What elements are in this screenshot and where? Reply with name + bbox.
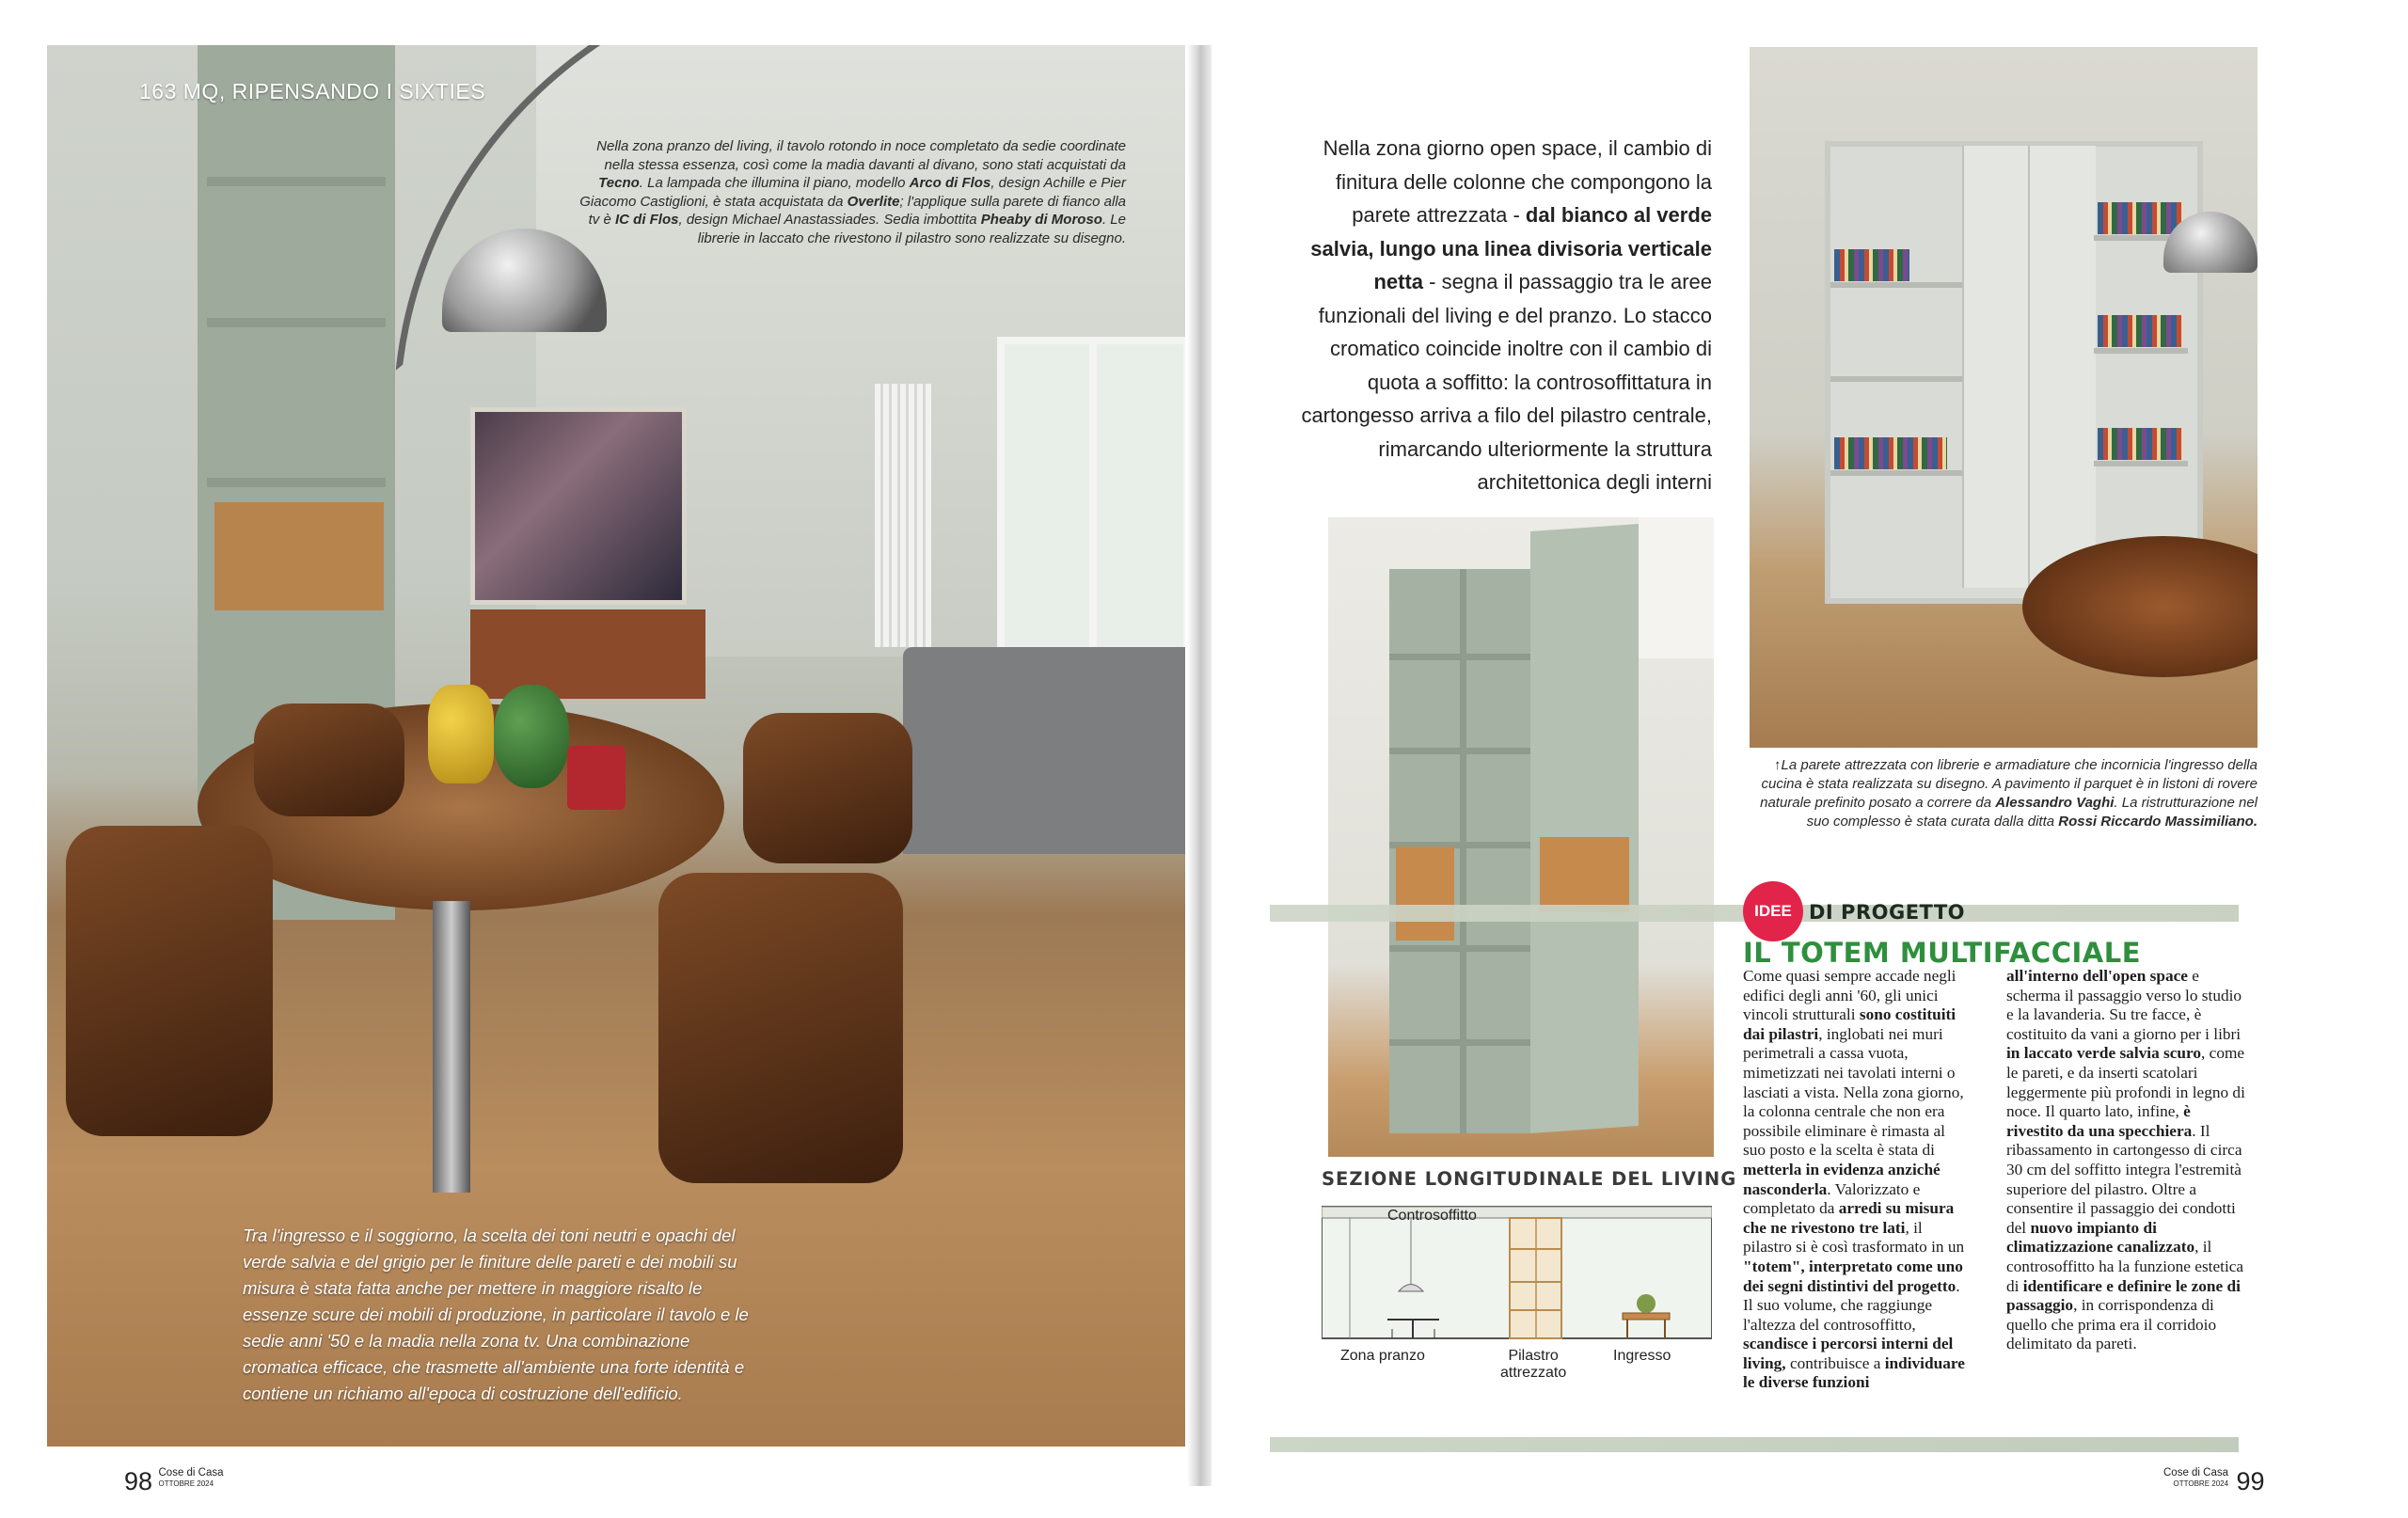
label-pilastro — [1500, 1348, 1566, 1382]
magazine-name — [2163, 1467, 2228, 1490]
emphasis: IC di Flos — [614, 212, 679, 228]
emphasis: Pheaby di Moroso — [980, 212, 1102, 228]
intro-text: Nella zona giorno open space, il cambio di finitura delle colonne che compongono la parete attrezzata - dal bianco al verde salvia, lungo una linea divisoria verticale netta - segna il passaggio tra le aree funzionali del living e del pranzo. Lo stacco cromatico coincide inoltre con il cambio di quota a soffitto: la controsoffittatura in cartongesso arriva a filo del pilastro centrale, rimarcando ulteriormente la struttura architettonica degli interni — [1301, 136, 1712, 494]
emphasis: Alessandro Vaghi — [1995, 795, 2115, 811]
issue-date: OTTOBRE 2024 — [2173, 1479, 2229, 1488]
photo-wood-niche — [209, 497, 389, 616]
emphasis: dal bianco al verde salvia, lungo una linea divisoria verticale netta — [1310, 203, 1712, 293]
photo-totem-side — [1530, 524, 1639, 1133]
emphasis: in laccato verde salvia scuro — [2006, 1044, 2202, 1063]
photo-books — [1834, 249, 1909, 281]
magazine-title: Cose di Casa — [2163, 1467, 2229, 1478]
photo-shelf — [207, 478, 386, 487]
folio-left — [124, 1467, 224, 1496]
photo-cabinet-door — [1962, 146, 2030, 588]
emphasis: scandisce i percorsi interni del living, — [1743, 1335, 1954, 1372]
section-drawing — [1322, 1202, 1712, 1343]
photo-cabinet-door — [2028, 146, 2096, 588]
box-title: IL TOTEM MULTIFACCIALE — [1743, 937, 2142, 969]
box-column-1-text: Come quasi sempre accade negli edifici degli anni '60, gli unici vincoli strutturali sono costituiti dai pilastri, inglobati nei muri perimetrali a cassa vuota, mimetizzati nei tavolati interni o lasciati a vista. Nella zona giorno, la colonna centrale che non era possibile eliminare è rimasta al suo posto e la scelta è stata di metterla in evidenza anziché nasconderla. Valorizzato e completato da arredi su misura che ne rivestono tre lati, il pilastro si è così trasformato in un "totem", interpretato come uno dei segni distintivi del progetto. Il suo volume, che raggiunge l'altezza del controsoffitto, scandisce i percorsi interni del living, contribuisce a individuare le diverse funzioni — [1743, 967, 1965, 1392]
photo-books — [1834, 437, 1947, 469]
photo-sideboard — [470, 609, 705, 699]
photo-books — [2098, 315, 2182, 347]
emphasis: è rivestito da una specchiera — [2006, 1102, 2193, 1140]
emphasis: Rossi Riccardo Massimiliano. — [2058, 814, 2258, 830]
emphasis: individuare le diverse funzioni — [1743, 1353, 1965, 1392]
page-number: 98 — [124, 1467, 153, 1495]
emphasis: Arco di Flos — [909, 175, 991, 191]
folio-right — [2163, 1467, 2265, 1496]
photo-shelf — [207, 318, 386, 327]
magazine-name — [159, 1467, 224, 1490]
photo-shelf — [207, 177, 386, 186]
section-title: SEZIONE LONGITUDINALE DEL LIVING — [1322, 1168, 1737, 1190]
emphasis: arredi su misura che ne rivestono tre lati — [1743, 1199, 1955, 1237]
magazine-title: Cose di Casa — [158, 1467, 224, 1478]
photo-green-vase — [494, 685, 569, 788]
box-kicker: DI PROGETTO — [1809, 901, 1966, 924]
photo-red-cup — [567, 746, 626, 810]
photo-window — [997, 337, 1185, 662]
box-column-2 — [2006, 967, 2251, 1354]
photo-sofa — [903, 647, 1185, 854]
photo-radiator — [875, 384, 931, 647]
totem-photo — [1328, 517, 1714, 1157]
article-header: 163 MQ, RIPENSANDO I SIXTIES — [139, 79, 486, 103]
box-bottom-rule — [1270, 1437, 2239, 1452]
photo-ceiling — [1639, 517, 1714, 658]
photo-caption-overlay: Tra l'ingresso e il soggiorno, la scelta dei toni neutri e opachi del verde salvia e del grigio per le finiture delle pareti e dei mobili su misura è stata fatta anche per mettere in maggiore risalto le essenze scure dei mobili di produzione, in particolare il tavolo e le sedie anni '50 e la madia nella zona tv. Una combinazione cromatica efficace, che trasmette all'ambiente una forte identità e contiene un richiamo all'epoca di costruzione dell'edificio. — [243, 1225, 749, 1403]
label-zona-pranzo: Zona pranzo — [1340, 1348, 1425, 1364]
photo-books — [2098, 202, 2182, 234]
label-pilastro-line2: attrezzato — [1500, 1365, 1567, 1381]
emphasis: nuovo impianto di climatizzazione canalizzato — [2006, 1218, 2195, 1257]
emphasis: metterla in evidenza anziché nasconderla — [1743, 1160, 1941, 1198]
photo-divider — [1460, 569, 1466, 1133]
emphasis: "totem", interpretato come uno dei segni distintivi del progetto — [1743, 1257, 1963, 1295]
issue-date: OTTOBRE 2024 — [158, 1479, 214, 1488]
photo-books — [2098, 428, 2182, 460]
box-column-2-text: all'interno dell'open space e scherma il passaggio verso lo studio e la lavanderia. Su tre facce, è costituito da vani a giorno per i libri in laccato verde salvia scuro, come le pareti, e da inserti scatolari leggermente più profondi in legno di noce. Il quarto lato, infine, è rivestito da una specchiera. Il ribassamento in cartongesso di circa 30 cm del soffitto integra l'estremità superiore del pilastro. Oltre a consentire il passaggio dei condotti del nuovo impianto di climatizzazione canalizzato, il controsoffitto ha la funzione estetica di identificare e definire le zone di passaggio, in corrispondenza di quello che prima era il corridoio delimitato da pareti. — [2006, 967, 2245, 1353]
photo-table-base — [433, 901, 470, 1193]
idee-badge: IDEE — [1743, 881, 1803, 941]
photo-caption-top: Nella zona pranzo del living, il tavolo rotondo in noce completato da sedie coordinate nella stessa essenza, così come la madia davanti al divano, sono stati acquistati da Tecno. La lampada che illumina il piano, modello Arco di Flos, design Achille e Pier Giacomo Castiglioni, è stata acquistata da Overlite; l'applique sulla parete di fianco alla tv è IC di Flos, design Michael Anastassiades. Sedia imbottita Pheaby di Moroso. Le librerie in laccato che rivestono il pilastro sono realizzate su disegno. — [579, 138, 1126, 246]
photo-wood-niche — [1540, 837, 1629, 912]
spread-gutter — [1187, 45, 1212, 1486]
photo-shelf — [1830, 282, 1962, 288]
emphasis: Tecno — [598, 175, 640, 191]
emphasis: sono costituiti dai pilastri — [1743, 1005, 1956, 1043]
photo-chair — [254, 704, 404, 816]
photo-chair — [743, 713, 912, 863]
photo-caption-right: ↑La parete attrezzata con librerie e armadiature che incornicia l'ingresso della cucina è stata realizzata su disegno. A pavimento il parquet è in listoni di rovere naturale prefinito posato a correre da Alessandro Vaghi. La ristrutturazione nel suo complesso è stata curata dalla ditta Rossi Riccardo Massimiliano. — [1760, 757, 2258, 830]
emphasis: Overlite — [847, 193, 900, 210]
label-controsoffitto: Controsoffitto — [1387, 1208, 1477, 1224]
emphasis: all'interno dell'open space — [2006, 967, 2188, 985]
box-column-1 — [1743, 967, 1969, 1393]
photo-yellow-vase — [428, 685, 494, 783]
photo-shelf — [2094, 348, 2188, 354]
photo-chair — [658, 873, 903, 1183]
label-pilastro-line1: Pilastro — [1508, 1348, 1559, 1364]
section-diagram — [1322, 1202, 1712, 1385]
photo-shelf — [1830, 470, 1962, 476]
photo-tv — [470, 407, 687, 605]
page-number: 99 — [2236, 1467, 2265, 1495]
emphasis: identificare e definire le zone di passaggio — [2006, 1276, 2241, 1315]
photo-shelf — [1830, 376, 1962, 382]
photo-wood-niche — [1396, 846, 1454, 941]
label-ingresso: Ingresso — [1613, 1348, 1671, 1364]
photo-shelf — [2094, 461, 2188, 466]
photo-chair — [66, 826, 273, 1136]
bookcase-photo — [1750, 47, 2258, 748]
